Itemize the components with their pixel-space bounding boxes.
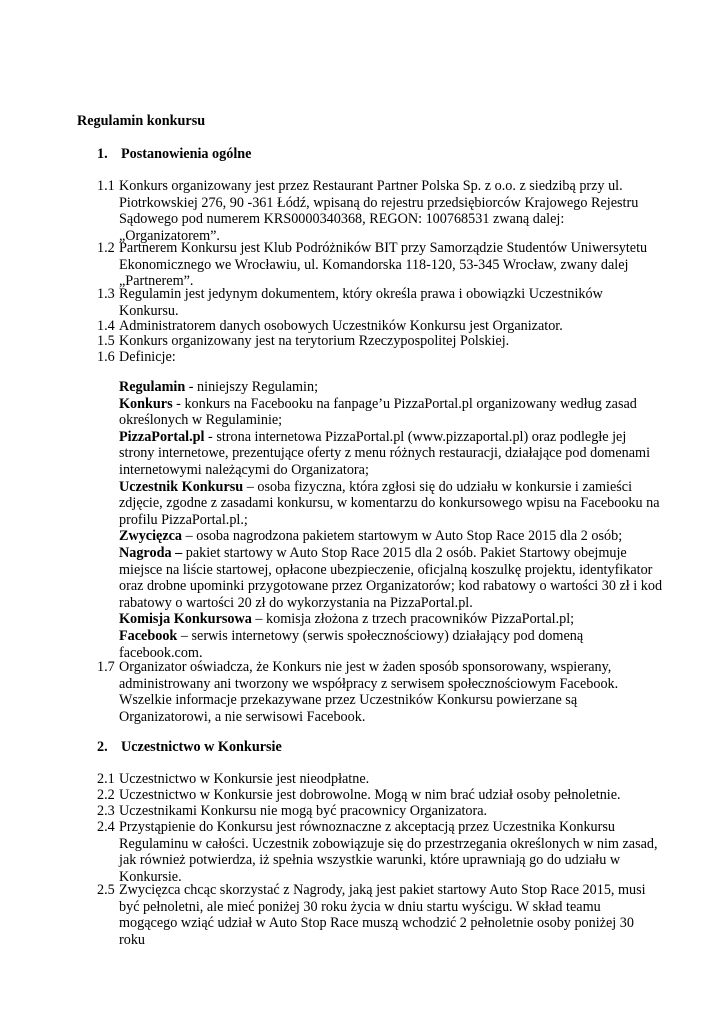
- item-text: Administratorem danych osobowych Uczestników Konkursu jest Organizator.: [119, 318, 563, 334]
- definition-zwyciezca: [119, 528, 664, 545]
- list-item: [97, 882, 662, 948]
- item-text: Uczestnikami Konkursu nie mogą być pracownicy Organizatora.: [119, 803, 488, 819]
- item-number: 2.1: [97, 771, 115, 787]
- definition-term: Uczestnik Konkursu: [119, 478, 244, 495]
- definition-konkurs: [119, 396, 664, 429]
- definition-facebook: [119, 628, 664, 661]
- definition-pizzaportal: [119, 429, 664, 479]
- list-item: [97, 819, 662, 885]
- section-title: Postanowienia ogólne: [121, 146, 252, 162]
- item-number: 1.1: [97, 178, 115, 194]
- item-number: 2.2: [97, 787, 115, 803]
- item-number: 1.4: [97, 318, 115, 334]
- item-number: 2.3: [97, 803, 115, 819]
- list-item: [97, 787, 662, 804]
- definition-desc: - konkurs na Facebooku na fanpage’u PizzaPortal.pl organizowany według zasad określonych w Regulaminie;: [119, 395, 637, 429]
- item-text: Konkurs organizowany jest na terytorium Rzeczypospolitej Polskiej.: [119, 333, 510, 349]
- item-text: Zwycięzca chcąc skorzystać z Nagrody, jaką jest pakiet startowy Auto Stop Race 2015, musi być pełnoletni, ale mieć poniżej 30 roku życia w dniu startu wyścigu. W skład teamu mogącego wziąć udział w Auto Stop Race muszą wchodzić 2 pełnoletnie osoby poniżej 30 roku: [119, 882, 646, 948]
- definition-term: Nagroda –: [119, 544, 183, 561]
- section-number: 1.: [97, 146, 108, 162]
- item-number: 1.3: [97, 286, 115, 302]
- item-number: 1.5: [97, 333, 115, 349]
- item-text: Partnerem Konkursu jest Klub Podróżników BIT przy Samorządzie Studentów Uniwersytetu Ekonomicznego we Wrocławiu, ul. Komandorska 118-120, 53-345 Wrocław, zwany dalej „Partnerem”.: [119, 240, 648, 290]
- list-item: [97, 771, 662, 788]
- definition-term: Konkurs: [119, 395, 173, 412]
- definition-nagroda: [119, 545, 664, 611]
- definition-uczestnik: [119, 479, 664, 529]
- item-number: 1.7: [97, 659, 115, 675]
- document-title: Regulamin konkursu: [77, 113, 206, 129]
- definition-desc: - strona internetowa PizzaPortal.pl (www.pizzaportal.pl) oraz podległe jej strony internetowe, prezentujące oferty z menu różnych restauracji, działające pod domenami internetowymi należącymi do Organizatora;: [119, 428, 651, 478]
- list-item: [97, 286, 662, 319]
- list-item: [97, 178, 662, 244]
- definition-term: PizzaPortal.pl: [119, 428, 205, 445]
- definition-desc: - niniejszy Regulamin;: [185, 379, 319, 395]
- item-text: Przystąpienie do Konkursu jest równoznaczne z akceptacją przez Uczestnika Konkursu Regulaminu w całości. Uczestnik zobowiązuje się do przestrzegania określonych w nim zasad, jak również potwierdza, iż spełnia wszystkie warunki, które uprawniają go do udziału w Konkursie.: [119, 819, 658, 885]
- list-item: [97, 240, 662, 290]
- definition-term: Komisja Konkursowa: [119, 611, 252, 628]
- definition-term: Zwycięzca: [119, 528, 183, 545]
- definition-regulamin: [119, 379, 664, 396]
- item-number: 2.4: [97, 819, 115, 835]
- item-text: Definicje:: [119, 349, 176, 365]
- item-text: Uczestnictwo w Konkursie jest dobrowolne. Mogą w nim brać udział osoby pełnoletnie.: [119, 787, 621, 803]
- definition-desc: – osoba nagrodzona pakietem startowym w Auto Stop Race 2015 dla 2 osób;: [182, 528, 623, 545]
- item-text: Uczestnictwo w Konkursie jest nieodpłatne.: [119, 771, 370, 787]
- item-number: 2.5: [97, 882, 115, 898]
- definition-term: Facebook: [119, 627, 178, 644]
- definition-desc: – komisja złożona z trzech pracowników PizzaPortal.pl;: [251, 611, 575, 628]
- definitions-list: [119, 379, 664, 661]
- list-item: [97, 349, 662, 366]
- list-item: [97, 659, 662, 725]
- item-number: 1.6: [97, 349, 115, 365]
- item-text: Regulamin jest jedynym dokumentem, który określa prawa i obowiązki Uczestników Konkursu.: [119, 286, 603, 319]
- definition-term: Regulamin: [119, 379, 186, 395]
- definition-desc: pakiet startowy w Auto Stop Race 2015 dla 2 osób. Pakiet Startowy obejmuje miejsce na liście startowej, opłacone ubezpieczenie, oficjalną koszulkę projektu, identyfikator oraz drobne upominki przygotowane przez Organizatorów; kod rabatowy o wartości 30 zł i kod rabatowy o wartości 20 zł do wykorzystania na PizzaPortal.pl.: [119, 544, 663, 611]
- item-number: 1.2: [97, 240, 115, 256]
- section-title: Uczestnictwo w Konkursie: [121, 739, 282, 755]
- item-text: Konkurs organizowany jest przez Restaurant Partner Polska Sp. z o.o. z siedzibą przy ul. Piotrkowskiej 276, 90 -361 Łódź, wpisaną do rejestru przedsiębiorców Krajowego Rejestru Sądowego pod numerem KRS0000340368, REGON: 100768531 zwaną dalej: „Organizatorem”.: [119, 178, 639, 244]
- definition-desc: – serwis internetowy (serwis społecznościowy) działający pod domeną facebook.com.: [119, 627, 584, 661]
- definition-komisja: [119, 611, 664, 628]
- list-item: [97, 333, 662, 350]
- item-text: Organizator oświadcza, że Konkurs nie jest w żaden sposób sponsorowany, wspierany, administrowany ani tworzony we współpracy z serwisem społecznościowym Facebook. Wszelkie informacje przekazywane przez Uczestników Konkursu powierzane są Organizatorowi, a nie serwisowi Facebook.: [119, 659, 619, 725]
- section-number: 2.: [97, 739, 108, 755]
- list-item: [97, 803, 662, 820]
- definition-desc: – osoba fizyczna, która zgłosi się do udziału w konkursie i zamieści zdjęcie, zgodne z zasadami konkursu, w komentarzu do konkursowego wpisu na Facebooku na profilu PizzaPortal.pl.;: [119, 478, 660, 528]
